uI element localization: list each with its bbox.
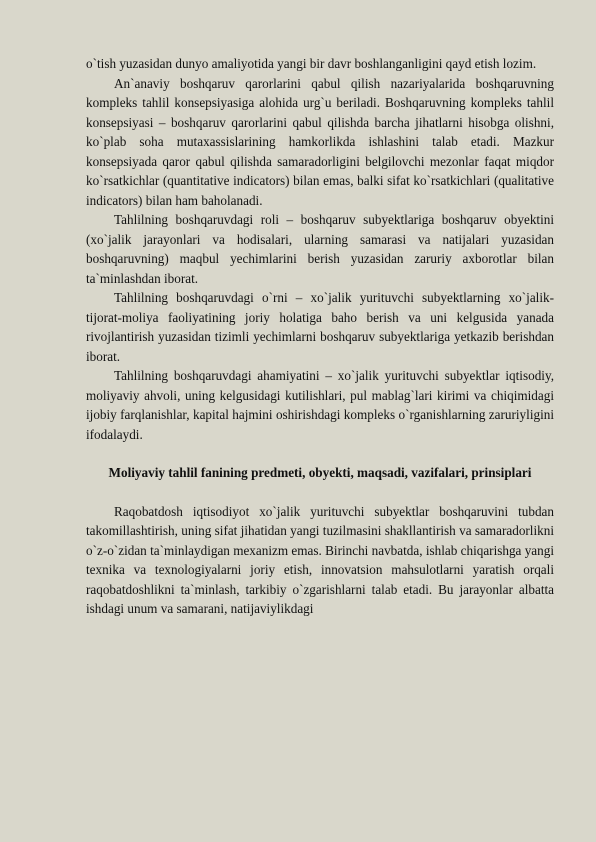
page-body xyxy=(86,54,554,619)
section-heading: Moliyaviy tahlil fanining predmeti, obyekti, maqsadi, vazifalari, prinsiplari xyxy=(108,465,532,480)
paragraph: Tahlilning boshqaruvdagi roli – boshqaruv subyektlariga boshqaruv obyektini (xo`jalik jarayonlari va hodisalari, ularning samarasi va natijalari yuzasidan boshqaruvning) maqbul yechimlarini berish yuzasidan zaruriy axborotlar bilan ta`minlashdan iborat. xyxy=(86,212,554,286)
paragraph: o`tish yuzasidan dunyo amaliyotida yangi bir davr boshlanganligini qayd etish lozim. xyxy=(86,56,537,71)
paragraph: Tahlilning boshqaruvdagi ahamiyatini – xo`jalik yurituvchi subyektlar iqtisodiy, moliyaviy ahvoli, uning kelgusidagi kutilishlari, pul mablag`lari kirimi va chiqimidagi ijobiy farqlanishlar, kapital hajmini oshirishdagi kompleks o`rganishlarning zaruriyligini ifodalaydi. xyxy=(86,368,554,442)
paragraph: Raqobatdosh iqtisodiyot xo`jalik yurituvchi subyektlar boshqaruvini tubdan takomillashtirish, uning sifat jihatidan yangi tuzilmasini shakllantirish va samaradorlikni o`z-o`zidan ta`minlaydigan mexanizm emas. Birinchi navbatda, ishlab chiqarishga yangi texnika va texnologiyalarni joriy etish, innovatsion mahsulotlarni yaratish orqali raqobatdoshlikni ta`minlash, tarkibiy o`zgarishlarni talab etadi. Bu jarayonlar albatta ishdagi unum va samarani, natijaviylikdagi xyxy=(86,503,555,616)
paragraphs-before xyxy=(86,54,554,444)
paragraphs-after xyxy=(86,502,554,619)
paragraph: Tahlilning boshqaruvdagi o`rni – xo`jalik yurituvchi subyektlarning xo`jalik-tijorat-moliya faoliyatining joriy holatiga baho berish va uni kelgusida yanada rivojlantirish yuzasidan tizimli yechimlarni boshqaruv subyektlariga yetkazib berishdan iborat. xyxy=(86,290,554,364)
paragraph: An`anaviy boshqaruv qarorlarini qabul qilish nazariyalarida boshqaruvning kompleks tahlil konsepsiyasiga alohida urg`u beriladi. Boshqaruvning kompleks tahlil konsepsiyasi – boshqaruv qarorlarini qabul qilishda barcha jihatlarni hisobga olishni, ko`plab soha mutaxassislarining hamkorlikda ishlashini talab etadi. Mazkur konsepsiyada qaror qabul qilishda samaradorligini belgilovchi mezonlar faqat miqdor ko`rsatkichlar (quantitative indicators) bilan emas, balki sifat ko`rsatkichlari (qualitative indicators) bilan ham baholanadi. xyxy=(86,75,554,208)
